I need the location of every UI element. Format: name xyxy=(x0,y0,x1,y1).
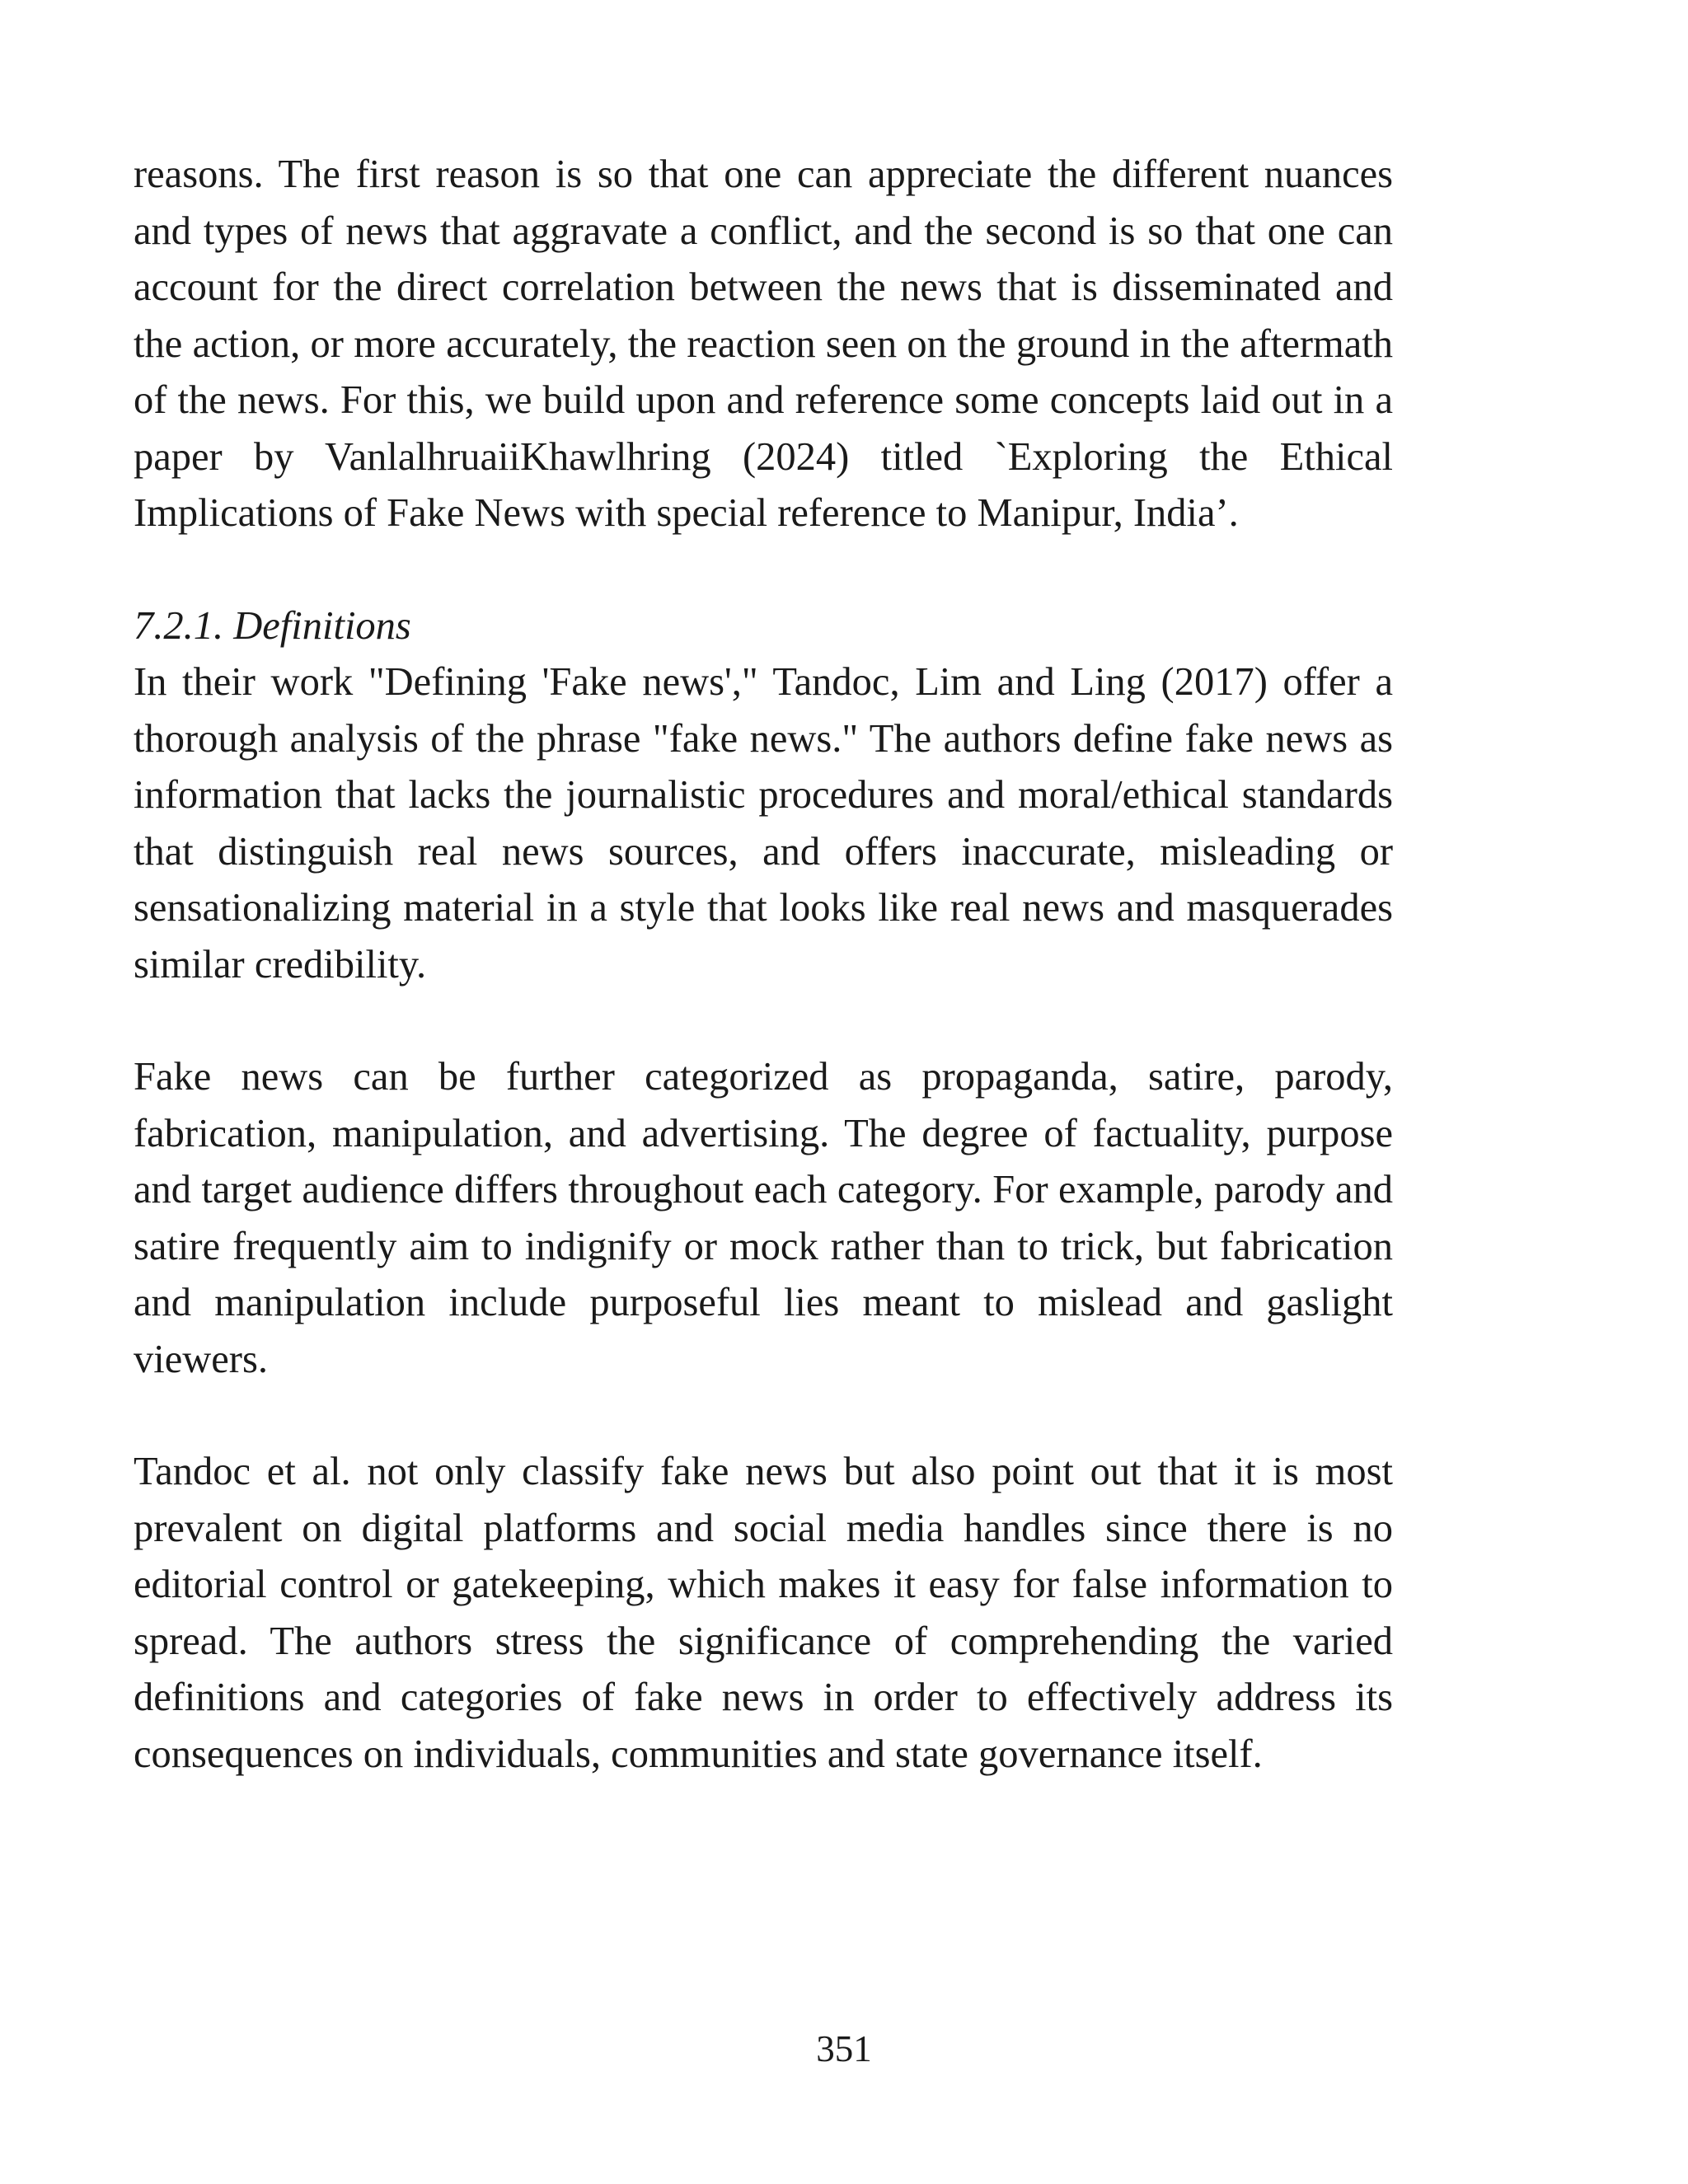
paragraph-digital-platforms: Tandoc et al. not only classify fake news but also point out that it is most prevalent on digital platforms and social media handles since there is no editorial control or gatekeeping, which makes it easy for false information to spread. The authors stress the significance of comprehending the varied definitions and categories of fake news in order to effectively address its consequences on individuals, communities and state governance itself. xyxy=(134,1450,1393,1776)
section-heading-definitions: 7.2.1. Definitions xyxy=(134,603,411,648)
paragraph-categories: Fake news can be further categorized as propaganda, satire, parody, fabrication, manipulation, and advertising. The degree of factuality, purpose and target audience differs throughout each category. For example, parody and satire frequently aim to indignify or mock rather than to trick, but fabrication and manipulation include purposeful lies meant to mislead and gaslight viewers. xyxy=(134,1055,1393,1381)
paragraph-definition: In their work "Defining 'Fake news'," Tandoc, Lim and Ling (2017) offer a thorough analysis of the phrase "fake news." The authors define fake news as information that lacks the journalistic procedures and moral/ethical standards that distinguish real news sources, and offers inaccurate, misleading or sensationalizing material in a style that looks like real news and masquerades similar credibility. xyxy=(134,660,1393,987)
page-number: 351 xyxy=(816,2028,872,2069)
paragraph-reasons: reasons. The first reason is so that one can appreciate the different nuances and types of news that aggravate a conflict, and the second is so that one can account for the direct correlation between the news that is disseminated and the action, or more accurately, the reaction seen on the ground in the aftermath of the news. For this, we build upon and reference some concepts laid out in a paper by VanlalhruaiiKhawlhring (2024) titled `Exploring the Ethical Implications of Fake News with special reference to Manipur, India’. xyxy=(134,152,1393,535)
page-body xyxy=(134,147,1393,1783)
